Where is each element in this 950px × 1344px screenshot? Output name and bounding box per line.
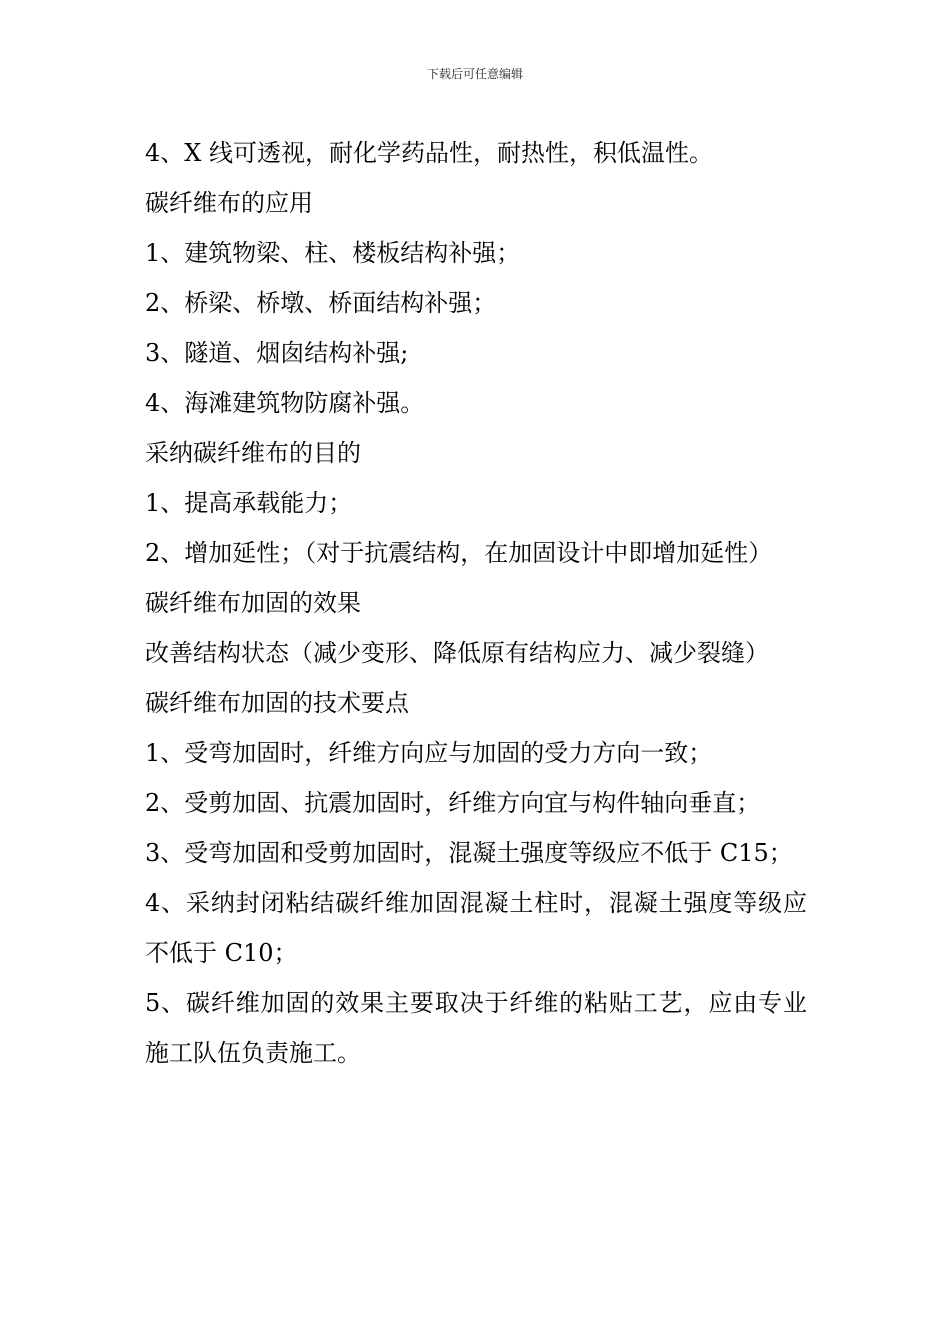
list-item-application-3: 3、隧道、烟囱结构补强;	[145, 339, 409, 367]
list-item-technical-4: 4、采纳封闭粘结碳纤维加固混凝土柱时，混凝土强度等级应不低于 C10；	[145, 889, 807, 967]
list-item-technical-2: 2、受剪加固、抗震加固时，纤维方向宜与构件轴向垂直；	[145, 789, 761, 817]
page-header: 下载后可任意编辑	[426, 67, 523, 81]
list-item-technical-3: 3、受弯加固和受剪加固时，混凝土强度等级应不低于 C15；	[145, 839, 793, 867]
heading-purpose: 采纳碳纤维布的目的	[145, 439, 361, 467]
list-item-purpose-1: 1、提高承载能力；	[145, 489, 353, 517]
heading-applications: 碳纤维布的应用	[145, 189, 313, 217]
heading-technical-points: 碳纤维布加固的技术要点	[145, 689, 409, 717]
list-item-application-4: 4、海滩建筑物防腐补强。	[145, 389, 425, 417]
list-item-technical-5: 5、碳纤维加固的效果主要取决于纤维的粘贴工艺，应由专业施工队伍负责施工。	[145, 989, 807, 1067]
document-body	[145, 128, 807, 1078]
list-item-application-1: 1、建筑物梁、柱、楼板结构补强；	[145, 239, 521, 267]
paragraph-xray-property: 4、X 线可透视，耐化学药品性，耐热性，积低温性。	[145, 139, 713, 167]
heading-effect: 碳纤维布加固的效果	[145, 589, 361, 617]
list-item-technical-1: 1、受弯加固时，纤维方向应与加固的受力方向一致；	[145, 739, 713, 767]
paragraph-effect: 改善结构状态（减少变形、降低原有结构应力、减少裂缝）	[145, 639, 769, 667]
list-item-application-2: 2、桥梁、桥墩、桥面结构补强；	[145, 289, 497, 317]
list-item-purpose-2: 2、增加延性；（对于抗震结构，在加固设计中即增加延性）	[145, 539, 773, 567]
